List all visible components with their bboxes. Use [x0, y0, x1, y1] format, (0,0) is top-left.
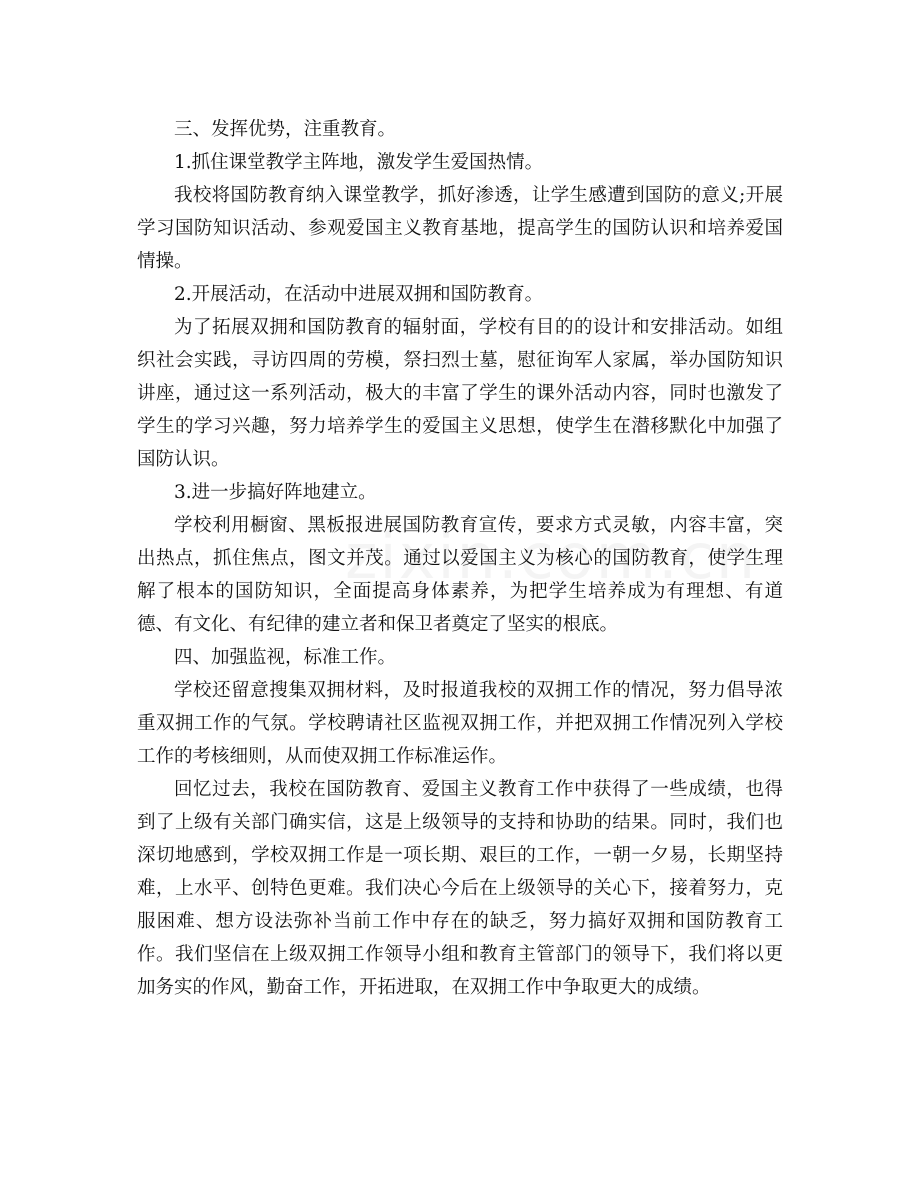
body-paragraph: 学校利用橱窗、黑板报进展国防教育宣传，要求方式灵敏，内容丰富，突出热点，抓住焦点，图文并茂。通过以爱国主义为核心的国防教育，使学生理解了根本的国防知识，全面提高身体素养，为把学生培养成为有理想、有道德、有文化、有纪律的建立者和保卫者奠定了坚实的根底。: [137, 515, 783, 635]
body-paragraph: 学校还留意搜集双拥材料，及时报道我校的双拥工作的情况，努力倡导浓重双拥工作的气氛。学校聘请社区监视双拥工作，并把双拥工作情况列入学校工作的考核细则，从而使双拥工作标准运作。: [137, 680, 783, 767]
section-heading-three: 三、发挥优势，注重教育。: [174, 119, 397, 140]
body-paragraph-conclusion: 回忆过去，我校在国防教育、爱国主义教育工作中获得了一些成绩，也得到了上级有关部门确实信，这是上级领导的支持和协助的结果。同时，我们也深切地感到，学校双拥工作是一项长期、艰巨的工作，一朝一夕易，长期坚持难，上水平、创特色更难。我们决心今后在上级领导的关心下，接着努力，克服困难、想方设法弥补当前工作中存在的缺乏，努力搞好双拥和国防教育工作。我们坚信在上级双拥工作领导小组和教育主管部门的领导下，我们将以更加务实的作风，勤奋工作，开拓进取，在双拥工作中争取更大的成绩。: [137, 779, 783, 998]
document-body: [137, 113, 783, 1004]
subheading-3: 3.进一步搞好阵地建立。: [174, 482, 377, 503]
body-paragraph: 为了拓展双拥和国防教育的辐射面，学校有目的的设计和安排活动。如组织社会实践，寻访四周的劳模，祭扫烈士墓，慰征询军人家属，举办国防知识讲座，通过这一系列活动，极大的丰富了学生的课外活动内容，同时也激发了学生的学习兴趣，努力培养学生的爱国主义思想，使学生在潜移默化中加强了国防认识。: [137, 317, 783, 470]
section-heading-four: 四、加强监视，标准工作。: [174, 647, 397, 668]
subheading-1: 1.抓住课堂教学主阵地，激发学生爱国热情。: [174, 152, 544, 173]
subheading-2: 2.开展活动，在活动中进展双拥和国防教育。: [174, 284, 544, 305]
body-paragraph: 我校将国防教育纳入课堂教学，抓好渗透，让学生感遭到国防的意义;开展学习国防知识活动、参观爱国主义教育基地，提高学生的国防认识和培养爱国情操。: [137, 185, 783, 272]
